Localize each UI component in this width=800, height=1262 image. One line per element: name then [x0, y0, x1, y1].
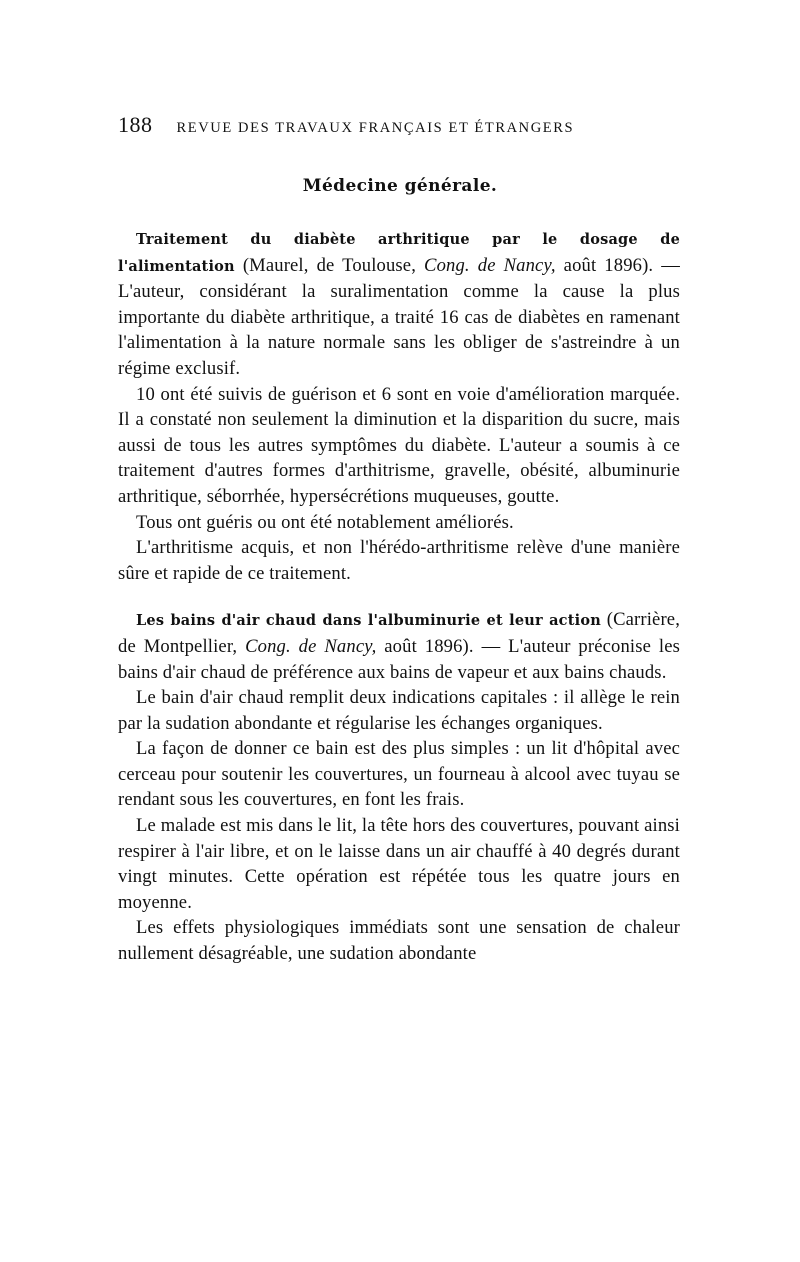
body-text — [118, 226, 680, 967]
article-2-paragraph: Le bain d'air chaud remplit deux indications capitales : il allège le rein par la sudation abondante et régularise les échanges organiques. — [118, 687, 680, 734]
article-separator — [118, 586, 680, 607]
article-1-citation-journal: Cong. de Nancy, — [424, 254, 556, 276]
article-1-title: Traitement du diabète arthritique par le dosage de l'alimentation — [118, 231, 680, 275]
article-1-intro — [118, 226, 680, 382]
article-1-citation-open: (Maurel, de Toulouse, — [234, 254, 425, 276]
article-2-paragraph: La façon de donner ce bain est des plus simples : un lit d'hôpital avec cerceau pour soutenir les couvertures, un fourneau à alcool avec tuyau se rendant sous les couvertures, en font les frais. — [118, 738, 680, 811]
article-2-title: Les bains d'air chaud dans l'albuminurie et leur action — [136, 612, 601, 630]
article-2-paragraph: Les effets physiologiques immédiats sont une sensation de chaleur nullement désagréable, une sudation abondante — [118, 917, 680, 965]
article-1-paragraph: Tous ont guéris ou ont été notablement améliorés. — [136, 511, 514, 533]
article-2-citation-open: (Carrière, de Montpellier, — [118, 609, 680, 657]
article-1-paragraph: 10 ont été suivis de guérison et 6 sont en voie d'amélioration marquée. Il a constaté non seulement la diminution et la disparition du sucre, mais aussi de tous les autres symptômes du diabète. L'auteur a soumis à ce traitement d'autres formes d'arthitrisme, gravelle, obésité, albuminurie arthritique, séborrhée, hypersécrétions muqueuses, goutte. — [118, 383, 680, 507]
article-1-paragraph: L'arthritisme acquis, et non l'hérédo-arthritisme relève d'une manière sûre et rapide de ce traitement. — [118, 537, 680, 584]
journal-title: REVUE DES TRAVAUX FRANÇAIS ET ÉTRANGERS — [176, 120, 575, 136]
article-2-citation-journal: Cong. de Nancy, — [245, 635, 377, 657]
article-2-citation-close: août 1896). — L'auteur préconise les bains d'air chaud de préférence aux bains de vapeur et aux bains chauds. — [118, 635, 680, 683]
article-1-citation-close: août 1896). — L'auteur, considérant la suralimentation comme la cause la plus importante du diabète arthritique, a traité 16 cas de diabètes en ramenant l'alimentation à la nature normale sans les obliger de s'astreindre à un régime exclusif. — [118, 254, 680, 379]
article-2-intro — [118, 607, 680, 685]
page-number: 188 — [118, 112, 153, 137]
running-head — [118, 112, 688, 142]
section-heading: Médecine générale. — [302, 176, 498, 196]
article-2-paragraph: Le malade est mis dans le lit, la tête hors des couvertures, pouvant ainsi respirer à l'air libre, et on le laisse dans un air chauffé à 40 degrés durant vingt minutes. Cette opération est répétée tous les quatre jours en moyenne. — [118, 815, 680, 913]
